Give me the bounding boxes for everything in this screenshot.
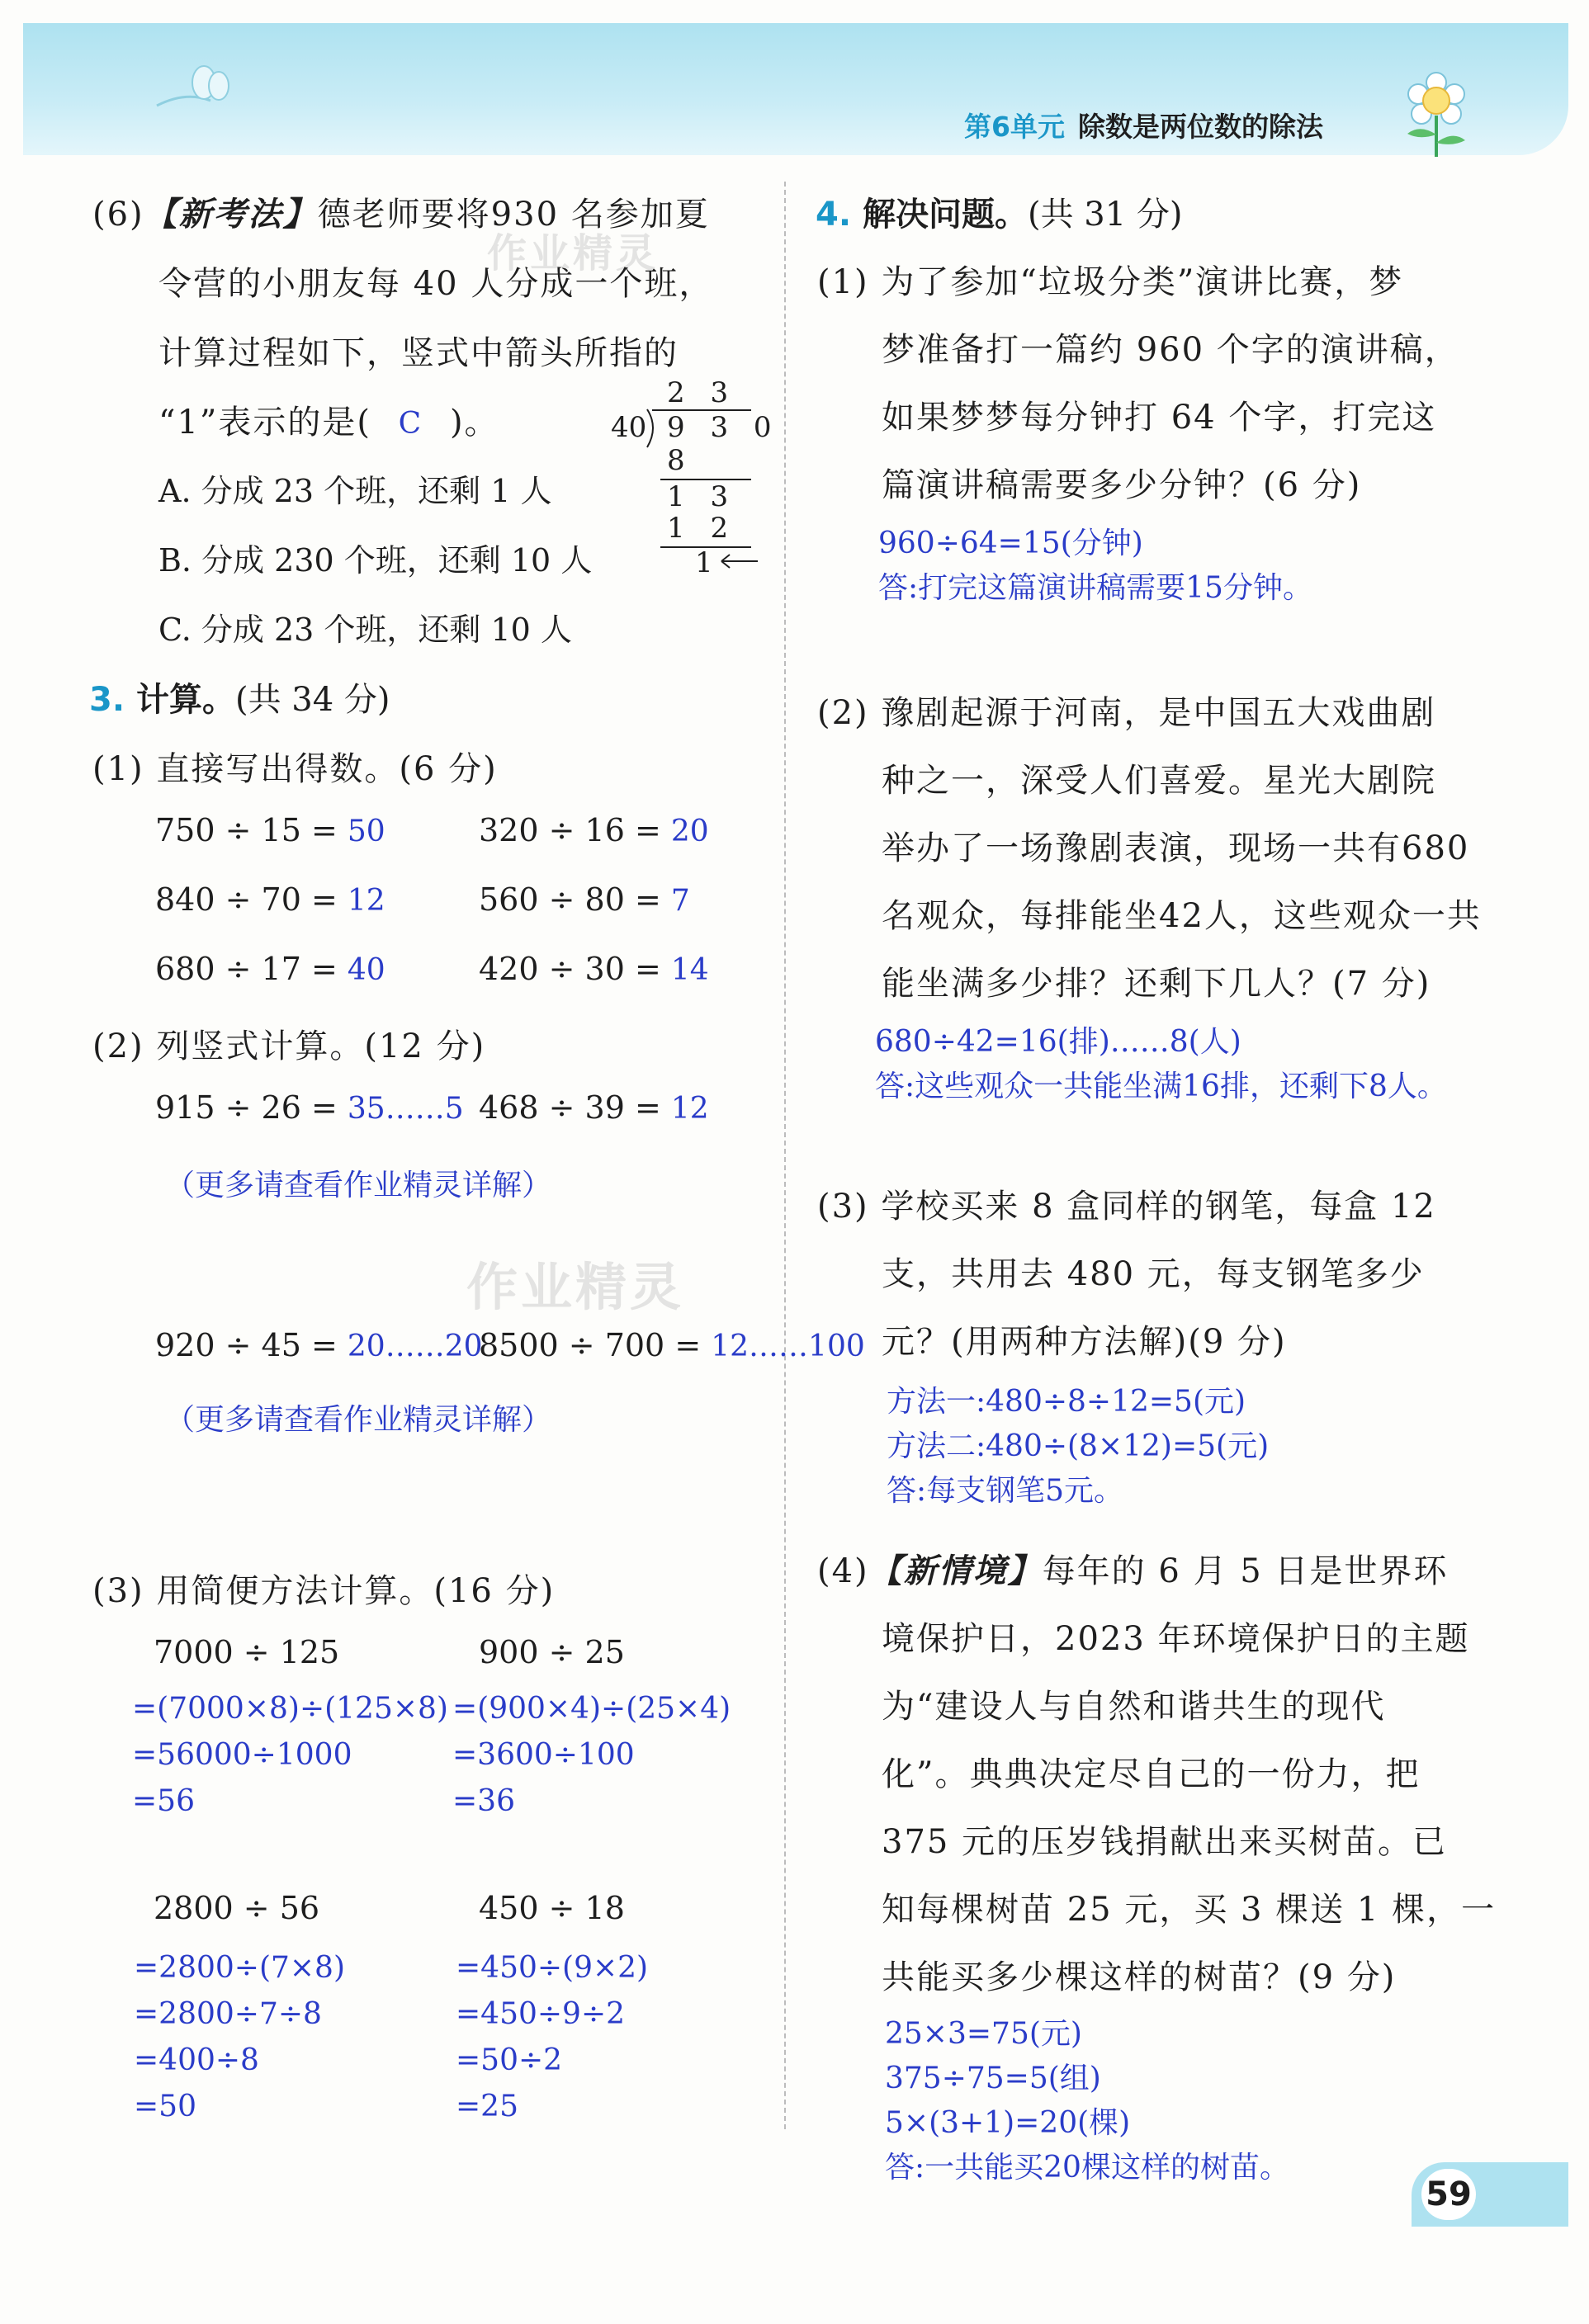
section-3-title: 计算。 — [135, 681, 235, 719]
calc-expr: 840 ÷ 70 = — [155, 881, 338, 918]
simplify-step: =2800÷7÷8 — [134, 1997, 322, 2031]
calc-expr: 750 ÷ 15 = — [155, 812, 338, 848]
q6-prompt — [158, 396, 499, 443]
problem-2-line: 举办了一场豫剧表演，现场一共有680 — [882, 829, 1470, 867]
section-4-title: 解决问题。 — [862, 196, 1028, 234]
q6-line-3: 计算过程如下，竖式中箭头所指的 — [158, 334, 679, 372]
ld-bracket — [644, 408, 660, 449]
q6-line-2: 令营的小朋友每 40 人分成一个班， — [158, 265, 714, 303]
unit-topic: 除数是两位数的除法 — [1077, 111, 1323, 143]
q6-text: 德老师要将930 名参加夏 — [317, 196, 710, 234]
problem-4-line: 375 元的压岁钱捐献出来买树苗。已 — [882, 1823, 1448, 1861]
q6-prompt-pre: “1”表示的是( — [158, 404, 371, 442]
calc-answer: 12……100 — [711, 1330, 865, 1363]
section-4-points: (共 31 分) — [1027, 196, 1183, 234]
calc-answer: 20……20 — [347, 1330, 483, 1363]
simplify-step: =36 — [452, 1784, 515, 1818]
problem-4-number: (4) — [817, 1552, 869, 1590]
section-3-points: (共 34 分) — [234, 681, 390, 719]
see-more-note: （更多请查看作业精灵详解） — [165, 1403, 552, 1437]
calc-row — [479, 812, 709, 848]
ld-r1: 1 3 — [667, 480, 737, 513]
ld-divisor: 40 — [611, 411, 647, 444]
q6-prompt-post: )。 — [449, 404, 499, 442]
calc-row — [155, 881, 385, 918]
flower-icon — [1395, 64, 1478, 163]
problem-3-line: (3) 学校买来 8 盒同样的钢笔，每盒 12 — [817, 1188, 1436, 1226]
problem-1-line: (1) 为了参加“垃圾分类”演讲比赛，梦 — [817, 263, 1404, 301]
calc-expr: 420 ÷ 30 = — [479, 951, 661, 987]
q6-number: (6) — [92, 196, 144, 234]
simplify-step: =56 — [132, 1784, 195, 1818]
unit-label: 第6单元 — [964, 111, 1065, 143]
simplify-expr: 7000 ÷ 125 — [154, 1634, 340, 1670]
problem-4-line: 为“建设人与自然和谐共生的现代 — [882, 1688, 1386, 1726]
problem-4-tag: 【新情境】 — [868, 1552, 1043, 1590]
problem-3-answer: 方法二:480÷(8×12)=5(元) — [887, 1429, 1270, 1463]
problem-2-line: 种之一，深受人们喜爱。星光大剧院 — [882, 762, 1436, 800]
problem-2-answer: 答:这些观众一共能坐满16排，还剩下8人。 — [875, 1070, 1447, 1103]
calc-answer: 35……5 — [347, 1092, 464, 1126]
q6-option-b: B. 分成 230 个班，还剩 10 人 — [158, 542, 593, 579]
simplify-step: =25 — [456, 2090, 518, 2123]
ld-quotient: 2 3 — [667, 376, 737, 409]
problem-4-line: 知每棵树苗 25 元，买 3 棵送 1 棵，一 — [882, 1891, 1497, 1929]
ld-step1: 8 — [667, 444, 693, 477]
problem-2-line: 能坐满多少排？还剩下几人？(7 分) — [882, 965, 1431, 1003]
simplify-step: =2800÷(7×8) — [134, 1951, 346, 1985]
problem-3-answer: 答:每支钢笔5元。 — [887, 1474, 1124, 1508]
problem-4-text: 每年的 6 月 5 日是世界环 — [1042, 1552, 1449, 1590]
problem-1-line: 梦准备打一篇约 960 个字的演讲稿， — [882, 331, 1459, 369]
calc-row — [479, 1327, 865, 1363]
column-divider — [784, 182, 786, 2129]
calc-row — [155, 1327, 483, 1363]
header-banner — [23, 23, 1568, 155]
problem-3-line: 支，共用去 480 元，每支钢笔多少 — [882, 1255, 1425, 1293]
problem-3-line: 元？(用两种方法解)(9 分) — [882, 1323, 1287, 1361]
simplify-expr: 900 ÷ 25 — [479, 1634, 625, 1670]
simplify-step: =50÷2 — [456, 2043, 563, 2077]
section-3-number: 3. — [89, 681, 125, 719]
simplify-step: =56000÷1000 — [132, 1738, 352, 1772]
problem-2-line: 名观众，每排能坐42人，这些观众一共 — [882, 897, 1482, 935]
problem-4-answer: 25×3=75(元) — [885, 2017, 1082, 2051]
problem-2-line: (2) 豫剧起源于河南，是中国五大戏曲剧 — [817, 694, 1436, 732]
calc-expr: 468 ÷ 39 = — [479, 1089, 661, 1126]
see-more-note: （更多请查看作业精灵详解） — [165, 1169, 552, 1202]
calc-row — [155, 951, 385, 987]
butterfly-icon — [153, 58, 244, 116]
calc-answer: 14 — [670, 953, 709, 987]
simplify-expr: 450 ÷ 18 — [479, 1890, 625, 1926]
calc-expr: 560 ÷ 80 = — [479, 881, 661, 918]
problem-1-answer: 答:打完这篇演讲稿需要15分钟。 — [878, 571, 1312, 605]
calc-row — [479, 881, 690, 918]
arrow-left-icon — [716, 551, 759, 571]
simplify-step: =(900×4)÷(25×4) — [452, 1692, 731, 1726]
section-3-heading — [89, 673, 390, 720]
ld-step2: 1 2 — [667, 512, 737, 545]
q6-answer: C — [398, 407, 423, 441]
problem-3-answer: 方法一:480÷8÷12=5(元) — [887, 1385, 1246, 1419]
q6-option-a: A. 分成 23 个班，还剩 1 人 — [158, 473, 552, 509]
problem-2-answer: 680÷42=16(排)……8(人) — [875, 1025, 1241, 1059]
calc-expr: 915 ÷ 26 = — [155, 1089, 338, 1126]
calc-answer: 12 — [670, 1092, 709, 1126]
ld-dividend: 9 3 0 — [667, 411, 780, 444]
simplify-step: =3600÷100 — [452, 1738, 635, 1772]
sec3-part1-label: (1) 直接写出得数。(6 分) — [92, 750, 498, 788]
section-4-number: 4. — [816, 196, 852, 234]
calc-answer: 7 — [670, 884, 690, 918]
simplify-expr: 2800 ÷ 56 — [154, 1890, 320, 1926]
problem-4-line: 境保护日，2023 年环境保护日的主题 — [882, 1620, 1470, 1658]
problem-4-answer: 答:一共能买20棵这样的树苗。 — [885, 2151, 1289, 2185]
simplify-step: =450÷9÷2 — [456, 1997, 626, 2031]
watermark: 作业精灵 — [487, 230, 660, 276]
q6-line-1 — [92, 188, 710, 235]
sec3-part2-label: (2) 列竖式计算。(12 分) — [92, 1027, 486, 1065]
calc-answer: 40 — [347, 953, 385, 987]
problem-1-line: 篇演讲稿需要多少分钟？(6 分) — [882, 466, 1362, 504]
problem-4-answer: 375÷75=5(组) — [885, 2062, 1101, 2095]
problem-4-line: 化”。典典决定尽自己的一份力，把 — [882, 1755, 1421, 1793]
calc-expr: 8500 ÷ 700 = — [479, 1327, 702, 1363]
calc-expr: 320 ÷ 16 = — [479, 812, 661, 848]
problem-4-answer: 5×(3+1)=20(棵) — [885, 2106, 1131, 2140]
simplify-step: =450÷(9×2) — [456, 1951, 649, 1985]
simplify-step: =400÷8 — [134, 2043, 259, 2077]
watermark: 作业精灵 — [466, 1257, 685, 1317]
sec3-part3-label: (3) 用简便方法计算。(16 分) — [92, 1572, 556, 1610]
calc-expr: 680 ÷ 17 = — [155, 951, 338, 987]
problem-1-answer: 960÷64=15(分钟) — [878, 527, 1143, 560]
calc-row — [155, 812, 385, 848]
simplify-step: =(7000×8)÷(125×8) — [132, 1692, 448, 1726]
calc-expr: 920 ÷ 45 = — [155, 1327, 338, 1363]
calc-answer: 12 — [347, 884, 385, 918]
q6-tag: 【新考法】 — [144, 195, 318, 234]
problem-4-line — [817, 1545, 1448, 1592]
section-4-heading — [816, 188, 1183, 235]
unit-title — [964, 106, 1323, 144]
calc-answer: 20 — [670, 815, 709, 848]
q6-option-c: C. 分成 23 个班，还剩 10 人 — [158, 612, 572, 648]
calc-row — [479, 951, 709, 987]
calc-answer: 50 — [347, 815, 385, 848]
ld-remainder: 1 — [695, 546, 721, 579]
page-number: 59 — [1421, 2169, 1476, 2220]
problem-4-line: 共能买多少棵这样的树苗？(9 分) — [882, 1958, 1397, 1996]
calc-row — [479, 1089, 709, 1126]
calc-row — [155, 1089, 464, 1126]
simplify-step: =50 — [134, 2090, 196, 2123]
problem-1-line: 如果梦梦每分钟打 64 个字，打完这 — [882, 399, 1437, 437]
